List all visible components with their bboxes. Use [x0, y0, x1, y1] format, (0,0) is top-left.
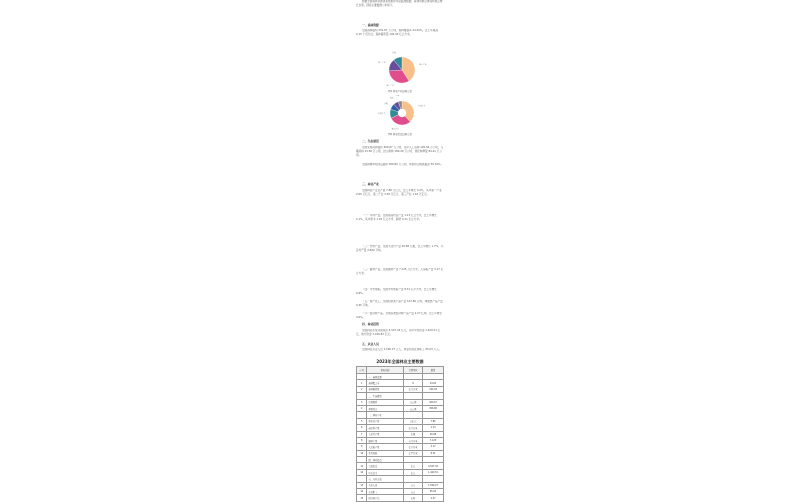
row-value-cell: 4,527.34: [423, 463, 444, 469]
document-page: [352, 0, 448, 500]
paragraph: （三）锯材产量。全国锯材产量 7,125 万立方米，人造板产量 3.17 亿立方米。: [356, 268, 444, 275]
row-unit-cell: 亿立方米: [403, 386, 422, 392]
row-value-cell: 3.17: [423, 444, 444, 450]
row-value-cell: 1,420.51: [423, 469, 444, 475]
row-unit-cell: 万立方米: [403, 437, 422, 443]
row-name-cell: 造林面积: [367, 399, 404, 405]
row-value-cell: 194.93: [423, 386, 444, 392]
paragraph: （二）竹材产量。全国大径竹产量 40.66 亿根，比上年增长 1.7%；小杂竹产量 2,800 万吨。: [356, 245, 444, 252]
row-value-cell: 1,590.27: [423, 482, 444, 488]
pie-slice-label: 自筹: [395, 95, 400, 98]
table-row: [357, 495, 444, 501]
row-name-cell: 在岗职工: [367, 489, 404, 495]
row-value-cell: 7,125: [423, 437, 444, 443]
paragraph: 全国森林面积 231.67 万公顷，森林覆盖率 24.02%，比上年提高 0.15 个百分点；森林蓄积量 194.93 亿立方米。: [356, 29, 438, 36]
row-name-cell: 完成投资: [367, 463, 404, 469]
pie-slice-label: 贷款: [389, 97, 394, 100]
pie-slice-label: 第三产业: [378, 61, 386, 64]
row-name-cell: 中央资金: [367, 469, 404, 475]
row-number-cell: 6: [357, 425, 367, 431]
row-number-cell: 5: [357, 418, 367, 424]
row-unit-cell: 亿元: [403, 469, 422, 475]
row-unit-cell: 万公顷: [403, 399, 422, 405]
row-name-cell: 三、林业产业: [367, 412, 404, 418]
row-unit-cell: 亿吨: [403, 495, 422, 501]
row-unit-cell: 万公顷: [403, 405, 422, 411]
paragraph: 全国林业系统完成投资 4,527.34 亿元，其中中央资金 1,420.51 亿元，地方资金 3,106.83 亿元。: [356, 329, 441, 336]
header-cell: 计量单位: [403, 367, 422, 374]
row-value-cell: 306.80: [423, 405, 444, 411]
pie-slice-label: 社会资金: [377, 113, 386, 116]
donut-hole: [398, 109, 406, 117]
row-number-cell: 8: [357, 437, 367, 443]
row-number-cell: 10: [357, 450, 367, 456]
row-name-cell: 四、林业投资: [367, 457, 404, 463]
paragraph: 全国林业产业总产值 7.86 万亿元，比上年增长 3.2%，其中第一产业 2.65 万亿元、第二产业 3.58 万亿元、第三产业 1.63 万亿元。: [356, 189, 442, 196]
paragraph: 全国林业从业人员 1,590.27 万人，林业系统在岗职工 95.03 万人。: [362, 348, 442, 351]
section-heading: 三、林业产业: [362, 182, 379, 186]
row-number-cell: 7: [357, 431, 367, 437]
table-title: 2023年全国林业主要数据: [376, 359, 424, 364]
pie-slice-label: 其他: [384, 102, 388, 105]
pie-slice-label: 第二产业: [386, 85, 394, 88]
row-name-cell: 经济林产品: [367, 495, 404, 501]
row-value-cell: 400.67: [423, 399, 444, 405]
header-cell: 序号: [357, 367, 367, 374]
row-number-cell: 13: [357, 482, 367, 488]
row-number-cell: 14: [357, 489, 367, 495]
row-unit-cell: 万亿元: [403, 418, 422, 424]
row-value-cell: 24.02: [423, 380, 444, 386]
row-value-cell: 7.86: [423, 418, 444, 424]
header-cell: 指标名称: [367, 367, 404, 374]
paragraph: 全国完成造林面积 400.67 万公顷，其中人工造林 120.56 万公顷，飞播造林 15.50 万公顷，封山育林 180.20 万公顷，退化林修复 84.41 万公顷。: [356, 146, 444, 157]
row-number-cell: 2: [357, 386, 367, 392]
row-number-cell: 1: [357, 380, 367, 386]
paragraph: （五）林产化工。全国松香类产品产量 107.80 万吨，栲胶类产品产量 0.35 万吨。: [356, 300, 443, 307]
row-name-cell: 从业人员: [367, 482, 404, 488]
row-number-cell: 11: [357, 463, 367, 469]
pie-slice-label: 中央资金: [417, 105, 426, 108]
row-name-cell: 草原改良: [367, 405, 404, 411]
row-value-cell: 95.03: [423, 489, 444, 495]
row-unit-cell: 亿平方米: [403, 450, 422, 456]
row-value-cell: 1.13: [423, 425, 444, 431]
figure-caption: 图1 林业产业结构示意: [388, 90, 412, 93]
row-number-cell: 3: [357, 399, 367, 405]
row-unit-cell: 万人: [403, 482, 422, 488]
paragraph: （一）木材产量。全国商品材总产量 1.13 亿立方米，比上年增长 2.1%，其中原木 1.02 亿立方米、薪材 0.11 亿立方米。: [356, 214, 437, 221]
row-name-cell: 锯材产量: [367, 437, 404, 443]
row-value-cell: 8.31: [423, 450, 444, 456]
pie-slice-label: 地方资金: [391, 128, 399, 131]
row-name-cell: 大径竹产量: [367, 431, 404, 437]
pie-chart-2: [370, 95, 434, 131]
section-heading: 二、生态建设: [362, 139, 379, 143]
row-name-cell: 林业总产值: [367, 418, 404, 424]
row-unit-cell: 万人: [403, 489, 422, 495]
statistics-table: [356, 366, 444, 502]
row-name-cell: 森林覆盖率: [367, 380, 404, 386]
paragraph: 全国新增草原改良面积 306.80 万公顷，草原综合植被盖度 50.32%。: [362, 163, 444, 166]
row-unit-cell: 亿立方米: [403, 425, 422, 431]
section-heading: 五、从业人员: [362, 342, 379, 346]
paragraph: （四）木竹地板。全国木竹地板产量 8.31 亿平方米，比上年增长 0.8%。: [356, 288, 437, 295]
row-number-cell: 12: [357, 469, 367, 475]
row-unit-cell: 亿立方米: [403, 444, 422, 450]
row-number-cell: 15: [357, 495, 367, 501]
row-name-cell: 商品材产量: [367, 425, 404, 431]
section-heading: 一、森林资源: [362, 23, 379, 27]
pie-slice-label: 第一产业: [419, 63, 427, 66]
row-name-cell: 木竹地板: [367, 450, 404, 456]
pie-slice-label: 其他: [392, 52, 396, 55]
row-number-cell: 9: [357, 444, 367, 450]
row-name-cell: 人造板产量: [367, 444, 404, 450]
intro-paragraph: 根据全国森林资源清查结果和年度监测数据，森林资源总体保持稳定增长态势，现将主要数据公布如下。: [356, 0, 443, 7]
pie-chart-1: [370, 50, 434, 90]
row-name-cell: 五、从业人员: [367, 476, 404, 482]
row-name-cell: 二、生态建设: [367, 393, 404, 399]
header-cell: 数量: [423, 367, 444, 374]
row-value-cell: 2.27: [423, 495, 444, 501]
table-header-row: [357, 367, 444, 374]
row-name-cell: 森林蓄积量: [367, 386, 404, 392]
row-name-cell: 一、森林资源: [367, 374, 404, 380]
row-unit-cell: 亿元: [403, 463, 422, 469]
row-value-cell: 40.66: [423, 431, 444, 437]
row-number-cell: 4: [357, 405, 367, 411]
section-heading: 四、林业投资: [362, 322, 379, 326]
paragraph: （六）经济林产品。全国各类经济林产品产量 2.27 亿吨，比上年增长 4.6%。: [356, 312, 443, 319]
row-unit-cell: %: [403, 380, 422, 386]
figure-caption: 图2 林业投资结构示意: [388, 133, 412, 136]
row-unit-cell: 亿根: [403, 431, 422, 437]
